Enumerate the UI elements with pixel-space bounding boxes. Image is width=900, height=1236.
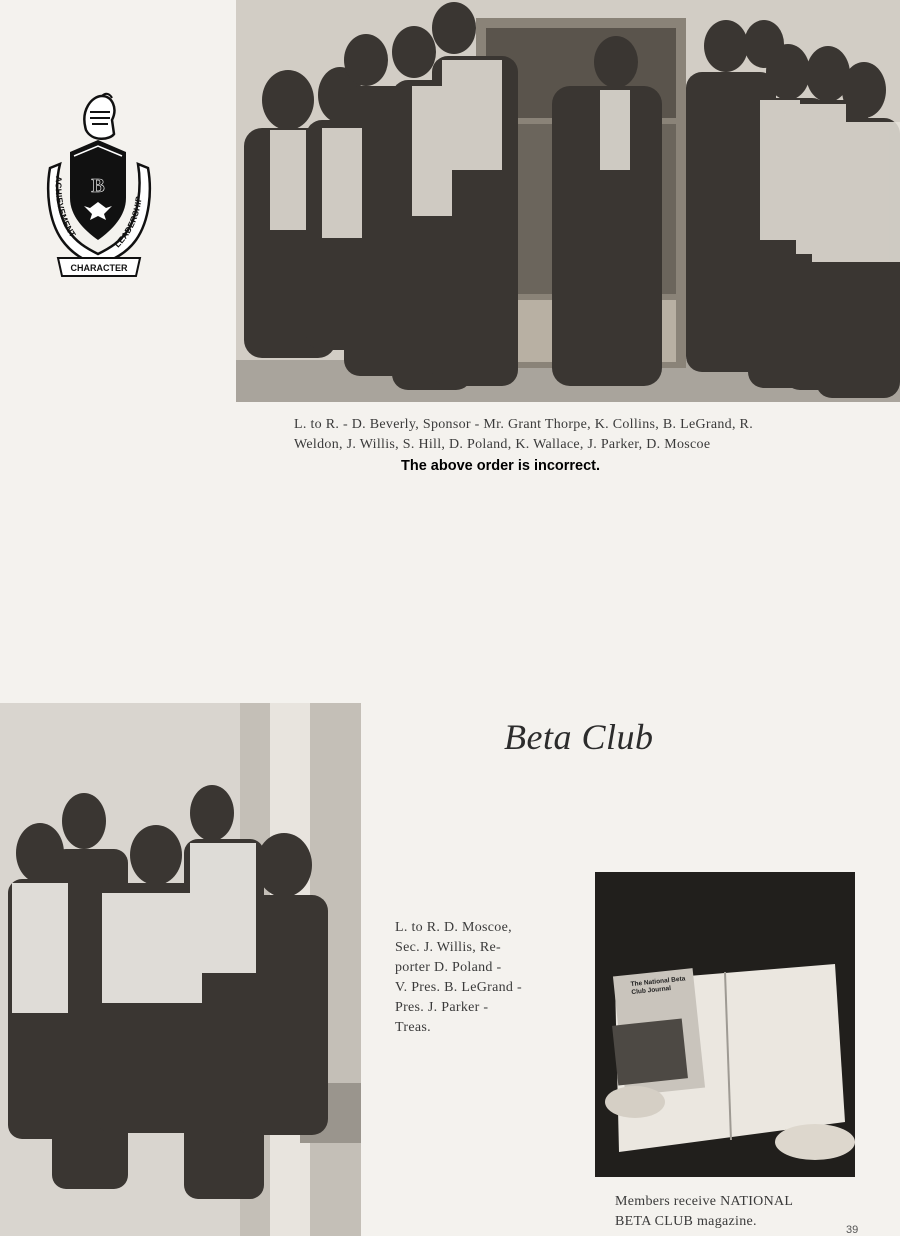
- officers-caption-line: Sec. J. Willis, Re-: [395, 940, 501, 955]
- officers-photo-illustration: [0, 703, 361, 1236]
- officers-photo: [0, 703, 361, 1236]
- page-number: 39: [846, 1224, 859, 1236]
- section-title: Beta Club: [504, 717, 654, 757]
- magazine-photo: [595, 872, 855, 1177]
- officers-caption-line: Pres. J. Parker -: [395, 1000, 489, 1015]
- beta-club-crest: [40, 90, 158, 280]
- crest-letter: B: [91, 175, 105, 197]
- crest-motto-right: LEADERSHIP: [112, 195, 144, 250]
- crest-motto-left: ACHIEVEMENT: [53, 175, 79, 240]
- officers-caption-line: Treas.: [395, 1020, 431, 1035]
- group-photo-caption-line-1: L. to R. - D. Beverly, Sponsor - Mr. Grant Thorpe, K. Collins, B. LeGrand, R.: [294, 417, 753, 432]
- officers-caption-line: L. to R. D. Moscoe,: [395, 920, 512, 935]
- group-photo-illustration: [236, 0, 900, 402]
- magazine-caption-line-1: Members receive NATIONAL: [615, 1194, 794, 1209]
- officers-caption-line: porter D. Poland -: [395, 960, 502, 975]
- crest-motto-bottom: CHARACTER: [70, 263, 128, 273]
- magazine-cover-text: The National Beta Club Journal: [630, 975, 686, 997]
- group-photo-caption-line-2: Weldon, J. Willis, S. Hill, D. Poland, K. Wallace, J. Parker, D. Moscoe: [294, 437, 711, 452]
- knight-helmet-icon: [84, 94, 114, 139]
- magazine-caption-line-2: BETA CLUB magazine.: [615, 1214, 757, 1229]
- order-correction-note: The above order is incorrect.: [401, 458, 601, 474]
- officers-caption: [395, 918, 522, 1038]
- officers-caption-line: V. Pres. B. LeGrand -: [395, 980, 522, 995]
- group-photo: [236, 0, 900, 402]
- magazine-photo-illustration: [595, 872, 855, 1177]
